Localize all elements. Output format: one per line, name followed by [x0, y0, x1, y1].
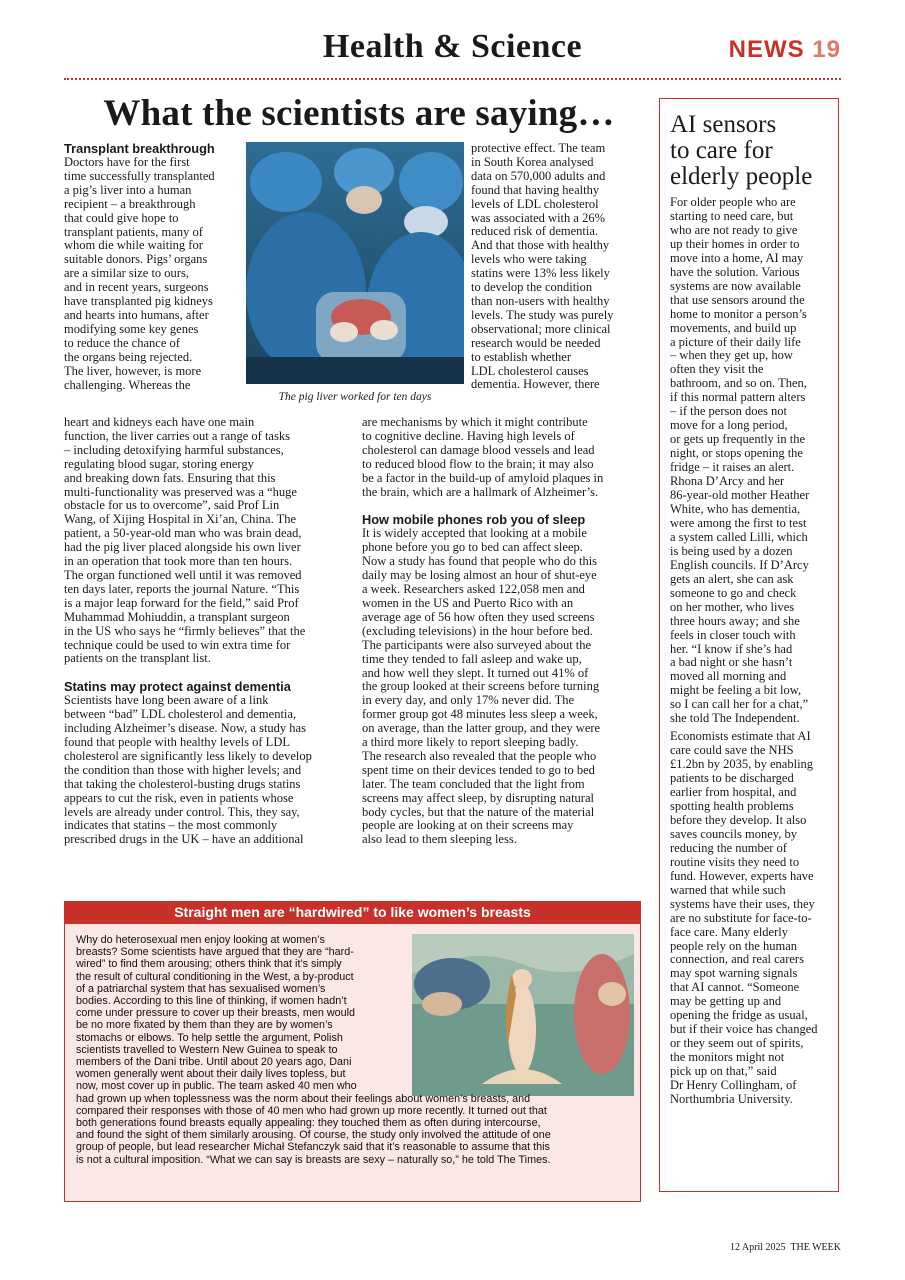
text-line: to establish whether: [471, 349, 571, 364]
text-line: feels in closer touch with: [670, 627, 796, 642]
text-line: and found the sight of them similarly arousing. Of course, the study only involved the attitude of one: [76, 1129, 551, 1142]
text-line: ten days later, reports the journal Nature. “This: [64, 581, 300, 596]
text-line: time they tended to fall asleep and wake up,: [362, 651, 582, 666]
text-line: in South Korea analysed: [471, 154, 594, 169]
text-line: in every day, and only 17% never did. The: [362, 693, 575, 708]
text-line: including Alzheimer’s disease. Now, a study has: [64, 721, 306, 736]
text-line: multi-functionality was preserved was a “huge: [64, 484, 297, 499]
statins-text-c: [362, 416, 647, 499]
text-line: – if the person does not: [670, 404, 787, 419]
text-line: saves councils money, by: [670, 826, 797, 841]
page-headline: What the scientists are saying…: [103, 93, 615, 134]
text-line: and breaking down fats. Ensuring that this: [64, 470, 276, 485]
text-line: move into a home, AI may: [670, 250, 804, 265]
text-line: – when they get up, how: [670, 348, 793, 363]
text-line: The organ functioned well until it was removed: [64, 567, 302, 582]
text-line: observational; more clinical: [471, 321, 611, 336]
text-line: or they seem out of spirits,: [670, 1036, 804, 1051]
text-line: face care. Many elderly: [670, 924, 788, 939]
text-line: prescribed drugs in the UK – have an additional: [64, 832, 304, 847]
text-line: stomachs or elbows. To help settle the argument, Polish: [76, 1031, 343, 1044]
text-line: but if their voice has changed: [670, 1022, 818, 1037]
statins-text-b: [471, 142, 651, 392]
text-line: opening the fridge as usual,: [670, 1008, 808, 1023]
text-line: Now a study has found that people who do this: [362, 554, 598, 569]
text-line: body cycles, but that the nature of the material: [362, 804, 595, 819]
text-line: people are looking at on their screens may: [362, 818, 574, 833]
text-line: And that those with healthy: [471, 238, 610, 253]
text-line: transplant patients, many of: [64, 224, 203, 239]
text-line: that could give hope to: [64, 210, 179, 225]
statins-text-a: [64, 694, 349, 847]
footer-publication: THE WEEK: [790, 1242, 841, 1253]
text-line: The research also revealed that the people who: [362, 748, 597, 763]
text-line: of a patriarchal system that has sexualised women’s: [76, 982, 326, 995]
text-line: Why do heterosexual men enjoy looking at women’s: [76, 934, 325, 946]
text-line: compared their responses with those of 40 men who had grown up more recently. It turned out that: [76, 1104, 547, 1117]
phones-text: [362, 527, 647, 847]
text-line: Scientists have long been aware of a link: [64, 693, 269, 708]
text-line: breasts? Some scientists have argued that they are “hard-: [76, 946, 354, 959]
text-line: cholesterol are significantly less likely to develop: [64, 748, 312, 763]
text-line: wired” to find them arousing; others think that it’s simply: [76, 958, 342, 971]
text-line: challenging. Whereas the: [64, 377, 191, 392]
text-line: moved all morning and: [670, 669, 787, 684]
text-line: be no more fixated by them than they are by women’s: [76, 1019, 333, 1032]
text-line: who are not ready to give: [670, 222, 798, 237]
transplant-text-a: [64, 156, 244, 392]
text-line: that use sensors around the: [670, 292, 805, 307]
text-line: scientists travelled to Western New Guinea to speak to: [76, 1043, 338, 1056]
text-line: time successfully transplanted: [64, 168, 215, 183]
text-line: and how well they slept. It turned out 41% of: [362, 665, 589, 680]
text-line: levels of LDL cholesterol: [471, 196, 599, 211]
text-line: pick up on that,” said: [670, 1064, 777, 1079]
text-line: bodies. According to this line of thinking, if women hadn’t: [76, 995, 347, 1008]
text-line: members of the Dani tribe. Until about 20 years ago, Dani: [76, 1056, 352, 1069]
text-line: her. “I know if she’s had: [670, 641, 793, 656]
text-line: fund. However, experts have: [670, 868, 814, 883]
box-article-text: [76, 934, 636, 1166]
text-line: former group got 48 minutes less sleep a week,: [362, 707, 598, 722]
text-line: the organs being rejected.: [64, 349, 193, 364]
text-line: recipient – a breakthrough: [64, 196, 196, 211]
text-line: starting to need care, but: [670, 208, 794, 223]
text-line: regulating blood sugar, storing energy: [64, 456, 254, 471]
text-line: Wang, of Xijing Hospital in Xi’an, China. The: [64, 512, 297, 527]
text-line: Muhammad Mohiuddin, a transplant surgeon: [64, 609, 290, 624]
text-line: Northumbria University.: [670, 1092, 793, 1106]
text-line: Economists estimate that AI: [670, 729, 811, 744]
text-line: three hours away; and she: [670, 613, 800, 628]
text-line: or gets up frequently in the: [670, 432, 806, 447]
text-line: had grown up when toplessness was the norm about their feelings about women’s breasts, and: [76, 1092, 531, 1105]
text-line: a bad night or she hasn’t: [670, 655, 793, 670]
text-line: Doctors have for the first: [64, 155, 190, 169]
box-text-b: [76, 1093, 636, 1166]
text-line: patient, a 50-year-old man who was brain dead,: [64, 526, 302, 541]
text-line: night, or stops opening the: [670, 446, 803, 461]
text-line: in the US who says he “firmly believes” that the: [64, 623, 306, 638]
text-line: a pig’s liver into a human: [64, 182, 192, 197]
text-line: the group looked at their screens before turning: [362, 679, 600, 694]
text-line: the monitors might not: [670, 1050, 785, 1065]
text-line: women in the US and Puerto Rico with an: [362, 595, 574, 610]
text-line: between “bad” LDL cholesterol and dementia,: [64, 707, 297, 722]
text-line: up their homes in order to: [670, 236, 800, 251]
text-line: was associated with a 26%: [471, 210, 605, 225]
text-line: 86-year-old mother Heather: [670, 488, 810, 503]
text-line: people rely on the human: [670, 938, 798, 953]
text-line: the condition than those with higher levels; and: [64, 762, 302, 777]
text-line: levels who were taking: [471, 252, 587, 267]
text-line: found that people with healthy levels of LDL: [64, 735, 290, 750]
text-line: spotting health problems: [670, 798, 794, 813]
text-line: have transplanted pig kidneys: [64, 294, 213, 309]
text-line: later. The team concluded that the light from: [362, 776, 585, 791]
text-line: might be feeling a bit low,: [670, 683, 802, 698]
text-line: For older people who are: [670, 195, 796, 209]
transplant-text-b: [64, 416, 349, 666]
text-line: protective effect. The team: [471, 141, 606, 155]
section-title: Health & Science: [322, 28, 583, 65]
text-line: to cognitive decline. Having high levels of: [362, 428, 575, 443]
text-line: a picture of their daily life: [670, 334, 801, 349]
page-number: 19: [812, 36, 841, 63]
text-line: AI sensors: [670, 111, 777, 138]
text-line: dementia. However, there: [471, 377, 600, 392]
text-line: screens may affect sleep, by disrupting natural: [362, 790, 594, 805]
text-line: women generally went about their daily lives topless, but: [76, 1068, 346, 1081]
text-line: systems have their uses, they: [670, 896, 815, 911]
text-line: and hearts into humans, after: [64, 307, 209, 322]
news-label: NEWS: [728, 36, 805, 63]
text-line: obstacle for us to overcome”, said Prof Lin: [64, 498, 280, 513]
text-line: £1.2bn by 2035, by enabling: [670, 757, 814, 772]
text-line: had the pig liver placed alongside his own liver: [64, 540, 301, 555]
text-line: if this normal pattern alters: [670, 390, 806, 405]
text-line: often they visit the: [670, 362, 764, 377]
statins-article-continued: [471, 142, 651, 392]
box-title: Straight men are “hardwired” to like women’s breasts: [64, 901, 641, 924]
footer: [730, 1242, 841, 1253]
text-line: levels are already under control. This, they say,: [64, 804, 300, 819]
text-line: function, the liver carries out a range of tasks: [64, 428, 290, 443]
news-page-label: [729, 36, 841, 64]
text-line: daily may be losing almost an hour of shut-eye: [362, 568, 597, 583]
text-line: found that having healthy: [471, 182, 600, 197]
text-line: to develop the condition: [471, 280, 593, 295]
text-line: on her mother, who lives: [670, 599, 795, 614]
statins-subhead: Statins may protect against dementia: [64, 679, 291, 695]
photo-caption: The pig liver worked for ten days: [278, 391, 432, 403]
text-line: be a factor in the build-up of amyloid plaques in: [362, 470, 604, 485]
text-line: group of people, but lead researcher Michał Stefanczyk said that it’s reasonable to assume that this: [76, 1141, 550, 1154]
sidebar-body: [670, 196, 834, 1111]
text-line: gets an alert, she can ask: [670, 571, 794, 586]
text-line: now, most cover up in public. The team asked 40 men who: [76, 1080, 357, 1093]
text-line: care could save the NHS: [670, 743, 794, 758]
text-line: Dr Henry Collingham, of: [670, 1078, 797, 1093]
text-line: patients to be discharged: [670, 771, 794, 786]
text-line: modifying some key genes: [64, 321, 199, 336]
text-line: – including detoxifying harmful substances,: [64, 442, 284, 457]
text-line: that AI cannot. “Someone: [670, 980, 800, 995]
text-line: data on 570,000 adults and: [471, 168, 606, 183]
text-line: It is widely accepted that looking at a mobile: [362, 526, 587, 541]
text-line: whom die while waiting for: [64, 238, 203, 253]
text-line: and in recent years, surgeons: [64, 280, 209, 295]
text-line: are a similar size to ours,: [64, 266, 189, 281]
transplant-subhead: Transplant breakthrough: [64, 141, 215, 156]
text-line: a system called Lilli, which: [670, 529, 808, 544]
text-line: spent time on their devices tended to go to bed: [362, 762, 595, 777]
text-line: have the solution. Various: [670, 264, 800, 279]
text-line: (excluding televisions) in the hour before bed.: [362, 623, 593, 638]
text-line: average age of 56 how often they used screens: [362, 609, 595, 624]
text-line: to reduced blood flow to the brain; it may also: [362, 456, 594, 471]
box-text-a: [76, 934, 636, 1093]
text-line: she told The Independent.: [670, 711, 800, 726]
text-line: statins were 13% less likely: [471, 266, 610, 281]
text-line: move for a long period,: [670, 418, 788, 433]
text-line: that taking the cholesterol-busting drugs statins: [64, 776, 301, 791]
text-line: may spot warning signals: [670, 966, 798, 981]
transplant-article-bottom: [64, 416, 349, 847]
text-line: a third more likely to report sleeping badly.: [362, 735, 579, 750]
text-line: indicates that statins – the most commonly: [64, 818, 278, 833]
text-line: to reduce the chance of: [64, 335, 180, 350]
text-line: Rhona D’Arcy and her: [670, 474, 785, 489]
text-line: the brain, which are a hallmark of Alzheimer’s.: [362, 484, 599, 499]
text-line: earlier from hospital, and: [670, 785, 797, 800]
footer-date: 12 April 2025: [729, 1242, 786, 1253]
text-line: systems are now available: [670, 278, 801, 293]
text-line: are mechanisms by which it might contribute: [362, 415, 588, 429]
text-line: are no substitute for face-to-: [670, 910, 812, 925]
text-line: a week. Researchers asked 122,058 men and: [362, 582, 585, 597]
text-line: English councils. If D’Arcy: [670, 557, 809, 572]
phones-subhead: How mobile phones rob you of sleep: [362, 512, 586, 528]
text-line: The liver, however, is more: [64, 363, 202, 378]
text-line: also lead to them sleeping less.: [362, 832, 517, 847]
transplant-article-top: [64, 142, 244, 392]
text-line: may be getting up and: [670, 994, 782, 1009]
text-line: patients on the transplant list.: [64, 651, 211, 666]
text-line: before they develop. It also: [670, 812, 807, 827]
text-line: connection, and real carers: [670, 952, 804, 967]
text-line: is a major leap forward for the field,” said Prof: [64, 595, 299, 610]
text-line: White, who has dementia,: [670, 501, 801, 516]
text-line: LDL cholesterol causes: [471, 363, 589, 378]
text-line: heart and kidneys each have one main: [64, 415, 255, 429]
text-line: home to monitor a person’s: [670, 306, 807, 321]
text-line: technique could be used to win extra time for: [64, 637, 291, 652]
text-line: come under pressure to cover up their breasts, men would: [76, 1007, 356, 1020]
text-line: both generations found breasts equally appealing: they touched them as often during intercourse,: [76, 1117, 541, 1130]
text-line: in an operation that took more than ten hours.: [64, 554, 293, 569]
sidebar-paragraph-2: [670, 730, 834, 1107]
header-rule: [64, 78, 841, 80]
text-line: is not a cultural imposition. “What we can say is breasts are sexy – naturally so,” he told The Times.: [76, 1153, 551, 1166]
text-line: appears to cut the risk, even in patients whose: [64, 790, 294, 805]
surgery-illustration: [246, 142, 464, 384]
text-line: cholesterol can damage blood vessels and lead: [362, 442, 595, 457]
text-line: is being used by a dozen: [670, 543, 793, 558]
text-line: to care for: [670, 137, 773, 164]
text-line: levels. The study was purely: [471, 307, 614, 322]
text-line: routine visits they need to: [670, 854, 800, 869]
text-line: movements, and build up: [670, 320, 797, 335]
text-line: fridge – it raises an alert.: [670, 460, 795, 475]
text-line: reducing the number of: [670, 840, 787, 855]
text-line: the result of cultural conditioning in the West, a by-product: [76, 970, 354, 983]
sidebar-paragraph-1: [670, 196, 834, 726]
text-line: The participants were also surveyed about the: [362, 637, 592, 652]
sidebar-title: [670, 112, 835, 190]
text-line: someone to go and check: [670, 585, 797, 600]
text-line: suitable donors. Pigs’ organs: [64, 252, 208, 267]
text-line: warned that while such: [670, 882, 786, 897]
text-line: reduced risk of dementia.: [471, 224, 599, 239]
text-line: bathroom, and so on. Then,: [670, 376, 807, 391]
text-line: on average, than the latter group, and they were: [362, 721, 601, 736]
text-line: research would be needed: [471, 335, 601, 350]
surgery-photo: [246, 142, 464, 384]
text-line: than non-users with healthy: [471, 293, 610, 308]
text-line: so I can call her for a chat,”: [670, 697, 809, 712]
text-line: phone before you go to bed can affect sleep.: [362, 540, 583, 555]
statins-and-phones: [362, 416, 647, 847]
text-line: were among the first to test: [670, 515, 807, 530]
text-line: elderly people: [670, 163, 813, 190]
